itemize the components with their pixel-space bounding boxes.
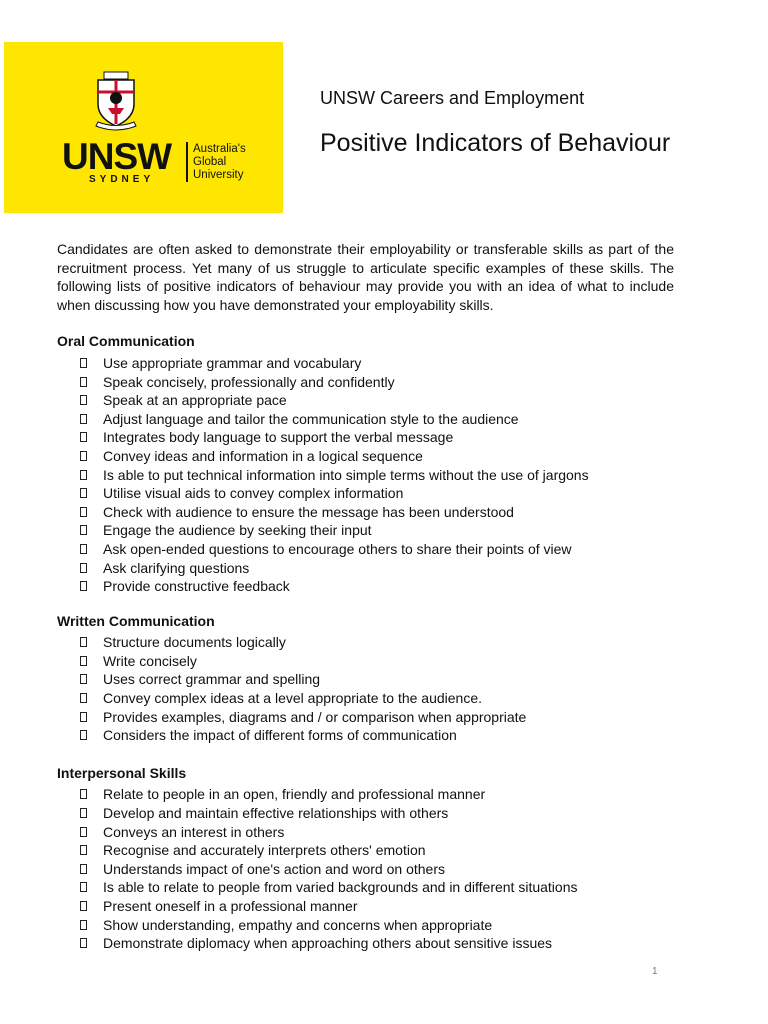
list-item-text: Utilise visual aids to convey complex information (103, 485, 404, 502)
checkbox-icon (80, 808, 87, 818)
logo-divider (186, 142, 188, 182)
checkbox-icon (80, 451, 87, 461)
list-item (57, 860, 674, 879)
checkbox-icon (80, 882, 87, 892)
list-item-text: Is able to put technical information into simple terms without the use of jargons (103, 466, 589, 483)
tagline-line: Global (193, 156, 227, 168)
list-item (57, 354, 674, 373)
checkbox-icon (80, 864, 87, 874)
checkbox-icon (80, 358, 87, 368)
list-item (57, 577, 674, 596)
list-item (57, 373, 674, 392)
list-item (57, 785, 674, 804)
list-item-text: Speak concisely, professionally and confidently (103, 373, 395, 390)
list-item (57, 804, 674, 823)
list-item (57, 841, 674, 860)
checkbox-icon (80, 730, 87, 740)
list-item-text: Use appropriate grammar and vocabulary (103, 354, 362, 371)
list-item-text: Structure documents logically (103, 634, 286, 651)
list-item (57, 633, 674, 652)
list-item-text: Integrates body language to support the verbal message (103, 429, 454, 446)
list-item-text: Speak at an appropriate pace (103, 392, 287, 409)
list-item-text: Considers the impact of different forms of communication (103, 727, 457, 744)
list-item-text: Demonstrate diplomacy when approaching others about sensitive issues (103, 935, 553, 952)
list-item (57, 484, 674, 503)
unsw-sydney-label: SYDNEY (89, 174, 155, 185)
checkbox-icon (80, 827, 87, 837)
checkbox-icon (80, 470, 87, 480)
checklist (57, 354, 674, 596)
section-title: Written Communication (57, 612, 215, 629)
page-title: Positive Indicators of Behaviour (320, 129, 671, 157)
list-item (57, 466, 674, 485)
checkbox-icon (80, 395, 87, 405)
checkbox-icon (80, 581, 87, 591)
checkbox-icon (80, 544, 87, 554)
list-item-text: Present oneself in a professional manner (103, 898, 358, 914)
list-item (57, 916, 674, 935)
checkbox-icon (80, 432, 87, 442)
checklist (57, 785, 674, 952)
checklist (57, 633, 674, 745)
tagline-line: Australia's (193, 143, 246, 155)
unsw-crest-icon (94, 70, 138, 134)
checkbox-icon (80, 674, 87, 684)
list-item (57, 708, 674, 727)
list-item (57, 934, 674, 953)
list-item-text: Uses correct grammar and spelling (103, 671, 321, 688)
checkbox-icon (80, 938, 87, 948)
list-item-text: Develop and maintain effective relationships with others (103, 805, 449, 822)
list-item (57, 878, 674, 897)
section-title: Oral Communication (57, 333, 195, 350)
checkbox-icon (80, 845, 87, 855)
checkbox-icon (80, 377, 87, 387)
checkbox-icon (80, 789, 87, 799)
list-item (57, 503, 674, 522)
list-item (57, 428, 674, 447)
logo-tagline (193, 143, 273, 182)
list-item-text: Check with audience to ensure the message has been understood (103, 503, 514, 520)
page-number: 1 (652, 966, 658, 977)
checkbox-icon (80, 656, 87, 666)
checkbox-icon (80, 901, 87, 911)
list-item-text: Provides examples, diagrams and / or comparison when appropriate (103, 708, 527, 725)
list-item (57, 726, 674, 745)
list-item-text: Understands impact of one's action and word on others (103, 860, 445, 877)
list-item-text: Relate to people in an open, friendly and professional manner (103, 786, 486, 803)
list-item-text: Provide constructive feedback (103, 578, 290, 595)
list-item (57, 559, 674, 578)
list-item (57, 689, 674, 708)
checkbox-icon (80, 637, 87, 647)
list-item-text: Write concisely (103, 652, 197, 669)
checkbox-icon (80, 525, 87, 535)
list-item (57, 897, 674, 916)
list-item-text: Conveys an interest in others (103, 823, 285, 840)
list-item (57, 823, 674, 842)
list-item (57, 447, 674, 466)
list-item-text: Convey complex ideas at a level appropriate to the audience. (103, 690, 483, 707)
checkbox-icon (80, 507, 87, 517)
checkbox-icon (80, 563, 87, 573)
section-interpersonal-skills (57, 764, 674, 953)
list-item-text: Adjust language and tailor the communication style to the audience (103, 410, 519, 427)
checkbox-icon (80, 712, 87, 722)
unsw-wordmark: UNSW (62, 136, 172, 177)
tagline-line: University (193, 169, 244, 181)
list-item (57, 410, 674, 429)
list-item-text: Engage the audience by seeking their input (103, 522, 372, 539)
list-item (57, 521, 674, 540)
list-item (57, 540, 674, 559)
list-item-text: Show understanding, empathy and concerns when appropriate (103, 916, 493, 933)
logo-banner (4, 42, 283, 213)
header-subtitle: UNSW Careers and Employment (320, 88, 585, 108)
section-oral-communication (57, 332, 674, 595)
list-item-text: Is able to relate to people from varied backgrounds and in different situations (103, 879, 578, 896)
intro-paragraph: Candidates are often asked to demonstrate their employability or transferable skills as part of the recruitment process. Yet many of us struggle to articulate specific examples of these skills. The following lists of positive indicators of behaviour may provide you with an idea of what to include when discussing how you have demonstrated your employability skills. (57, 241, 674, 313)
list-item-text: Ask clarifying questions (103, 559, 250, 576)
document-body (57, 240, 674, 953)
list-item-text: Recognise and accurately interprets others' emotion (103, 842, 426, 859)
checkbox-icon (80, 693, 87, 703)
list-item (57, 670, 674, 689)
list-item (57, 652, 674, 671)
section-title: Interpersonal Skills (57, 764, 187, 781)
checkbox-icon (80, 414, 87, 424)
checkbox-icon (80, 920, 87, 930)
checkbox-icon (80, 488, 87, 498)
list-item-text: Convey ideas and information in a logical sequence (103, 447, 423, 464)
list-item-text: Ask open-ended questions to encourage others to share their points of view (103, 540, 572, 557)
list-item (57, 391, 674, 410)
section-written-communication (57, 612, 674, 745)
